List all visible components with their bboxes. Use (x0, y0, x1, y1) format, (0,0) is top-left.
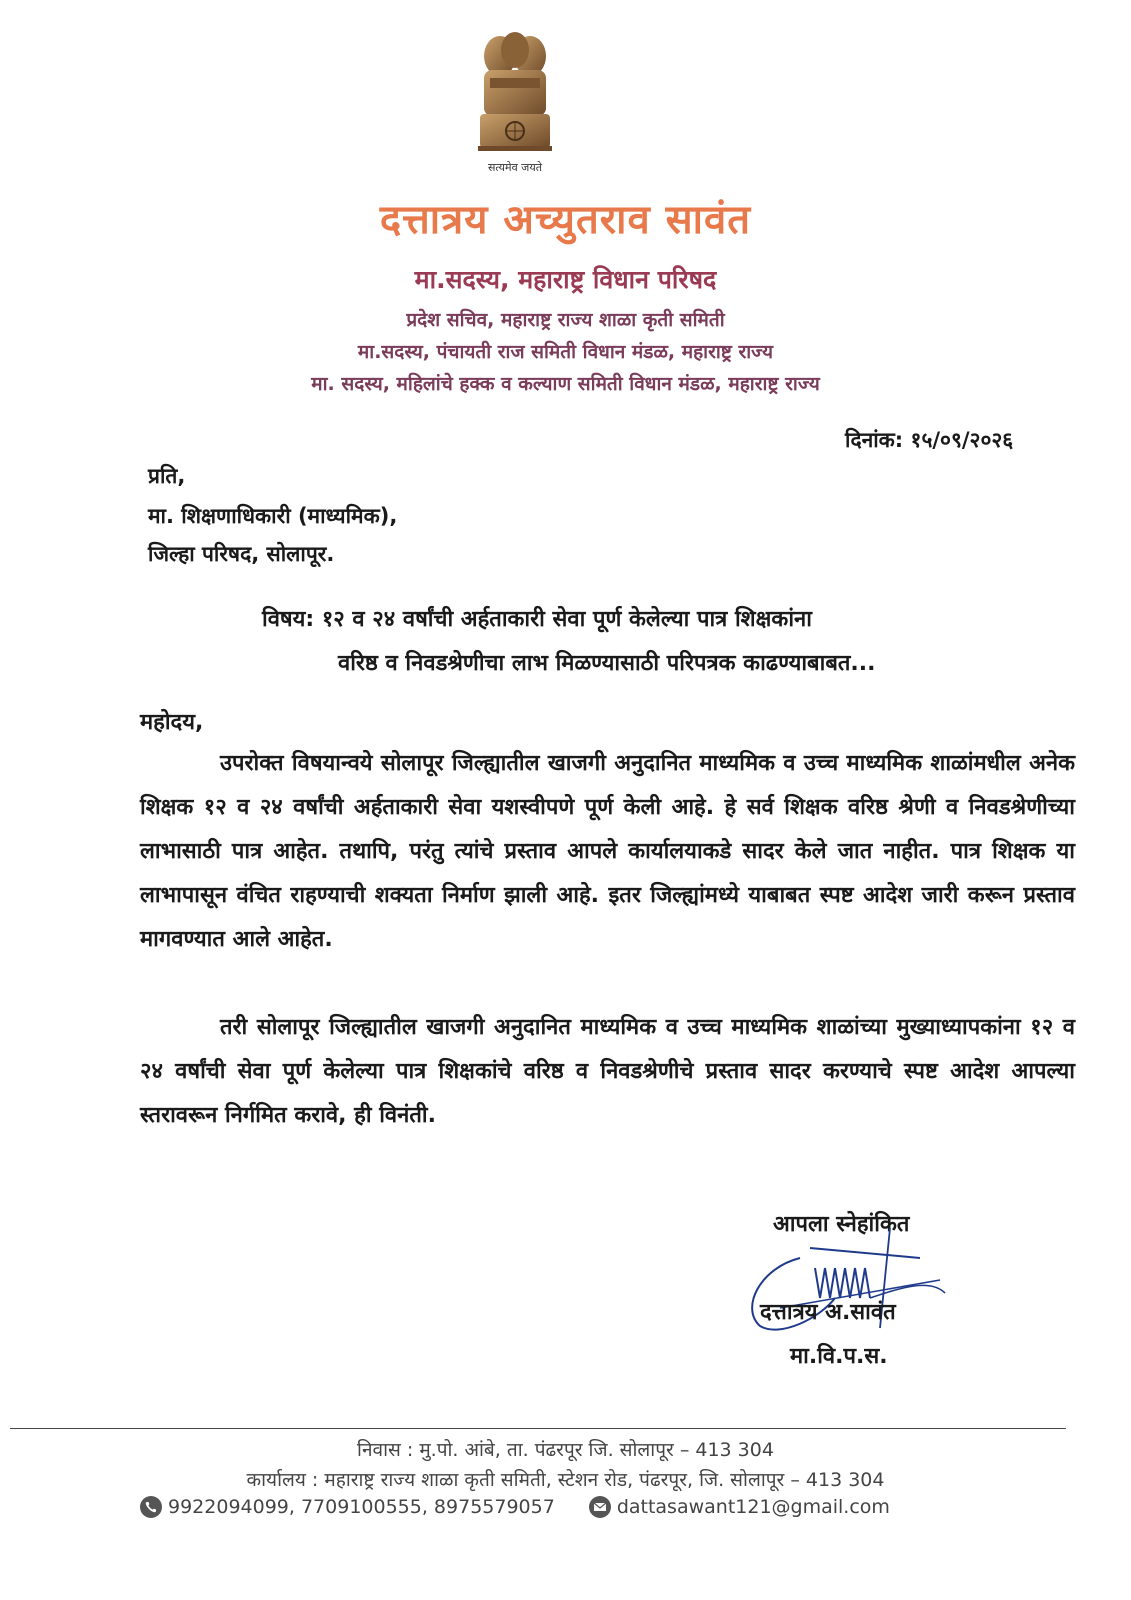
letterhead-sub-designation: मा. सदस्य, महिलांचे हक्क व कल्याण समिती विधान मंडळ, महाराष्ट्र राज्य (311, 373, 820, 395)
address-line: प्रति, (148, 464, 186, 488)
letterhead-designation: मा.सदस्य, महाराष्ट्र विधान परिषद (414, 265, 717, 294)
subject-line: विषय: १२ व २४ वर्षांची अर्हताकारी सेवा पूर्ण केलेल्या पात्र शिक्षकांना (262, 607, 812, 632)
address-line: जिल्हा परिषद, सोलापूर. (148, 542, 335, 566)
footer-email[interactable]: dattasawant121@gmail.com (616, 1496, 890, 1518)
footer-divider (10, 1428, 1066, 1429)
signatory-title: मा.वि.प.स. (790, 1344, 888, 1369)
body-paragraph: उपरोक्त विषयान्वये सोलापूर जिल्ह्यातील खाजगी अनुदानित माध्यमिक व उच्च माध्यमिक शाळांमधील अनेक शिक्षक १२ व २४ वर्षांची अर्हताकारी सेवा यशस्वीपणे पूर्ण केली आहे. हे सर्व शिक्षक वरिष्ठ श्रेणी व निवडश्रेणीच्या लाभासाठी पात्र आहेत. तथापि, परंतु त्यांचे प्रस्ताव आपले कार्यालयाकडे सादर केले जात नाहीत. पात्र शिक्षक या लाभापासून वंचित राहण्याची शक्यता निर्माण झाली आहे. इतर जिल्ह्यांमध्ये याबाबत स्पष्ट आदेश जारी करून प्रस्ताव मागवण्यात आले आहेत. (140, 751, 1075, 952)
closing: आपला स्नेहांकित (773, 1212, 910, 1237)
subject-line: वरिष्ठ व निवडश्रेणीचा लाभ मिळण्यासाठी परिपत्रक काढण्याबाबत... (338, 651, 876, 676)
footer-residence: निवास : मु.पो. आंबे, ता. पंढरपूर जि. सोलापूर – 413 304 (357, 1439, 774, 1461)
letterhead-sub-designation: प्रदेश सचिव, महाराष्ट्र राज्य शाळा कृती समिती (406, 309, 725, 331)
address-line: मा. शिक्षणाधिकारी (माध्यमिक), (148, 504, 398, 528)
body-paragraph: तरी सोलापूर जिल्ह्यातील खाजगी अनुदानित माध्यमिक व उच्च माध्यमिक शाळांच्या मुख्याध्यापकांना १२ व २४ वर्षांची सेवा पूर्ण केलेल्या पात्र शिक्षकांचे वरिष्ठ व निवडश्रेणीचे प्रस्ताव सादर करण्याचे स्पष्ट आदेश आपल्या स्तरावरून निर्गमित करावे, ही विनंती. (140, 1015, 1075, 1128)
footer-contact (140, 1496, 890, 1518)
letter-date: दिनांक: १५/०९/२०२६ (845, 428, 1014, 452)
signatory-name: दत्तात्रय अ.सावंत (760, 1300, 896, 1325)
emblem-motto: सत्यमेव जयते (487, 161, 542, 174)
letterhead-sub-designation: मा.सदस्य, पंचायती राज समिती विधान मंडळ, महाराष्ट्र राज्य (357, 341, 774, 363)
footer-office: कार्यालय : महाराष्ट्र राज्य शाळा कृती समिती, स्टेशन रोड, पंढरपूर, जि. सोलापूर – 413 304 (246, 1469, 885, 1491)
letter-subject (262, 598, 1062, 686)
letterhead-name: दत्तात्रय अच्युतराव सावंत (379, 197, 752, 243)
state-emblem-icon (470, 28, 560, 178)
salutation: महोदय, (140, 710, 204, 735)
phone-icon (140, 1496, 162, 1518)
footer-phones: 9922094099, 7709100555, 8975579057 (168, 1496, 555, 1518)
email-icon (589, 1496, 611, 1518)
